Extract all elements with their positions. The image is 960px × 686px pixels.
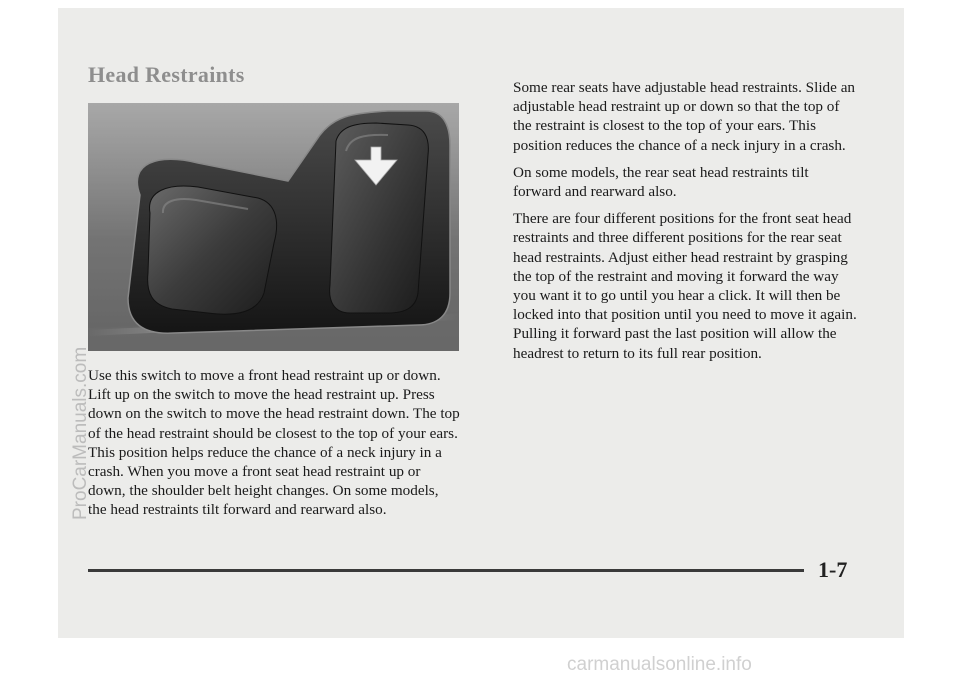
page-number: 1-7 bbox=[818, 557, 848, 582]
seat-switch-illustration bbox=[88, 103, 459, 351]
footer-rule bbox=[88, 569, 804, 572]
seat-switch-photo bbox=[88, 103, 459, 351]
switch-instructions-text: Use this switch to move a front head restraint up or down. Lift up on the switch to move the head restraint up. Press down on the switch to move the head restraint down. The top of the head restraint should be closest to the top of your ears. This position helps reduce the chance of a neck injury in a crash. When you move a front seat head restraint up or down, the shoulder belt height changes. On some models, the head restraints tilt forward and rearward also. bbox=[88, 367, 460, 519]
section-heading: Head Restraints bbox=[88, 62, 245, 87]
tilt-paragraph: On some models, the rear seat head restraints tilt forward and rearward also. bbox=[513, 163, 809, 201]
rear-seat-paragraph: Some rear seats have adjustable head restraints. Slide an adjustable head restraint up or down so that the top of the restraint is closest to the top of your ears. This position reduces the chance of a neck injury in a crash. bbox=[513, 79, 856, 154]
right-column-text bbox=[513, 78, 858, 371]
side-watermark: ProCarManuals.com bbox=[70, 346, 91, 520]
bottom-watermark: carmanualsonline.info bbox=[567, 654, 752, 675]
positions-paragraph: There are four different positions for the front seat head restraints and three different positions for the rear seat head restraints. Adjust either head restraint by grasping the top of the restraint and moving it forward the way you want it to go until you hear a click. It will then be locked into that position until you need to move it again. Pulling it forward past the last position will allow the headrest to return to its full rear position. bbox=[513, 210, 857, 362]
